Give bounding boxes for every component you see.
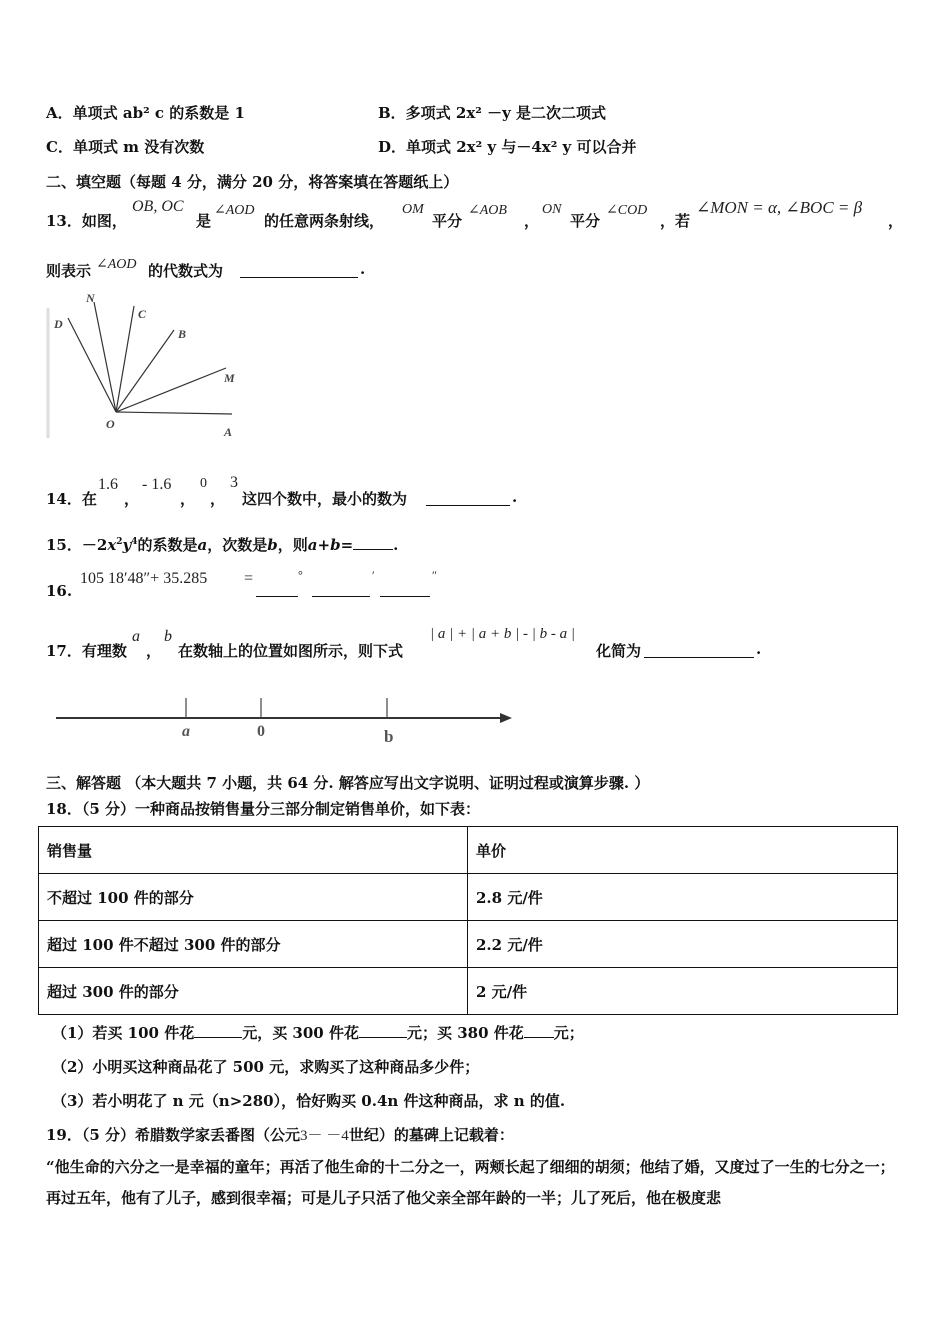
table-row xyxy=(39,921,898,968)
q13-line2d: . xyxy=(360,260,366,278)
q17-number-line xyxy=(54,692,518,750)
row1-range: 不超过 100 件的部分 xyxy=(39,874,468,921)
q18-part2: （2）小明买这种商品花了 500 元，求购买了这种商品多少件； xyxy=(52,1058,480,1076)
label-m: M xyxy=(224,371,235,385)
q13-t2: 的任意两条射线， xyxy=(264,212,385,230)
q16-minute-blank xyxy=(312,578,370,597)
label-b: b xyxy=(384,727,394,746)
q15-end: . xyxy=(393,536,399,554)
q15-eq: = xyxy=(340,536,354,554)
q15-b: b xyxy=(267,536,278,554)
q15-mid2: ，次数是 xyxy=(207,536,268,554)
q18-part1 xyxy=(52,1022,584,1043)
q18-stem: 18．（5 分）一种商品按销售量分三部分制定销售单价，如下表： xyxy=(46,800,481,818)
q19-stem xyxy=(46,1124,514,1145)
q15-mid3: ，则 xyxy=(277,536,308,554)
q13-angle-figure xyxy=(44,288,254,448)
q14-value-1: 1.6 xyxy=(98,476,118,493)
q15-xexp: 2 xyxy=(116,537,123,547)
q13-cod: ∠COD xyxy=(606,203,648,218)
label-a: a xyxy=(182,723,190,740)
q14-value-3: 0 xyxy=(200,476,207,491)
q16-num: 16. xyxy=(46,582,73,600)
header-sales-volume: 销售量 xyxy=(39,827,468,874)
q17-answer-blank xyxy=(644,640,754,658)
q14-tail: 这四个数中，最小的数为 xyxy=(242,490,408,508)
q18-p1c: 元；买 380 件花 xyxy=(406,1024,524,1042)
q14-num: 14．在 xyxy=(46,490,97,508)
label-n: N xyxy=(86,291,95,305)
table-header-row xyxy=(39,827,898,874)
q15 xyxy=(46,534,446,558)
q13-answer-blank xyxy=(240,260,358,278)
q15-yexp: 4 xyxy=(131,537,138,547)
q19-stem-b: 3－ －4 xyxy=(300,1128,349,1144)
q19-stem-a: 19．（5 分）希腊数学家丢番图（公元 xyxy=(46,1126,301,1144)
q12-option-d: D．单项式 2x² y 与－4x² y 可以合并 xyxy=(378,138,637,156)
table-row xyxy=(39,874,898,921)
q17-comma: ， xyxy=(146,642,162,660)
q16-sec: ″ xyxy=(432,568,437,582)
q19-stem-c: 世纪）的墓碑上记载着： xyxy=(348,1126,514,1144)
q17-end: . xyxy=(756,640,762,658)
label-a: A xyxy=(224,425,233,439)
q14-comma-3: ， xyxy=(210,490,226,508)
q12-option-c: C．单项式 m 没有次数 xyxy=(46,138,205,156)
q14-end: . xyxy=(512,488,518,506)
q16-expr: 105 18′48″+ 35.285 xyxy=(80,570,208,587)
q14 xyxy=(46,474,566,514)
q13-t5: 平分 xyxy=(570,212,601,230)
q13-t4: ， xyxy=(524,212,540,230)
table-row xyxy=(39,968,898,1015)
q15-neg: －2 xyxy=(81,536,108,554)
section2-title: 二、填空题（每题 4 分，满分 20 分，将答案填在答题纸上） xyxy=(46,173,459,191)
q16-deg: ° xyxy=(298,568,303,582)
q18-blank-3 xyxy=(524,1023,554,1038)
label-c: C xyxy=(138,307,147,321)
q14-answer-blank xyxy=(426,488,510,506)
section3-title: 三、解答题 （本大题共 7 小题，共 64 分. 解答应写出文字说明、证明过程或演算步骤. ） xyxy=(46,774,650,792)
q15-y: y xyxy=(122,536,132,554)
q15-pre: 15． xyxy=(46,536,82,554)
q18-blank-1 xyxy=(194,1023,242,1038)
row2-range: 超过 100 件不超过 300 件的部分 xyxy=(39,921,468,968)
axis-arrow xyxy=(500,713,512,723)
q12-option-a: A．单项式 ab² c 的系数是 1 xyxy=(46,104,245,122)
q18-part3: （3）若小明花了 n 元（n>280），恰好购买 0.4n 件这种商品，求 n 的值. xyxy=(52,1092,566,1110)
q16-second-blank xyxy=(380,578,430,597)
q13-line2c: 的代数式为 xyxy=(148,262,224,280)
label-b: B xyxy=(178,327,187,341)
q13-t7: ， xyxy=(888,212,904,230)
q13-t1: 是 xyxy=(196,212,212,230)
q17-a: a xyxy=(132,628,140,645)
q18-blank-2 xyxy=(359,1023,407,1038)
q18-p1d: 元； xyxy=(553,1024,584,1042)
q14-comma-1: ， xyxy=(124,490,140,508)
q13-condition: ∠MON = α, ∠BOC = β xyxy=(696,198,863,217)
q13-om: OM xyxy=(402,202,424,217)
q12-option-b: B．多项式 2x² －y 是二次二项式 xyxy=(378,104,607,122)
q13-line2a: 则表示 xyxy=(46,262,92,280)
q14-comma-2: ， xyxy=(180,490,196,508)
label-d: D xyxy=(54,317,63,331)
q14-value-4: 3 xyxy=(230,474,238,491)
row2-price: 2.2 元/件 xyxy=(468,921,898,968)
label-zero: 0 xyxy=(257,723,265,740)
row3-price: 2 元/件 xyxy=(468,968,898,1015)
label-o: O xyxy=(106,417,115,431)
q16 xyxy=(46,568,466,604)
q16-min: ′ xyxy=(372,568,375,582)
row3-range: 超过 300 件的部分 xyxy=(39,968,468,1015)
q17-num: 17．有理数 xyxy=(46,642,127,660)
q18-p1a: （1）若买 100 件花 xyxy=(52,1024,195,1042)
q14-value-2: - 1.6 xyxy=(142,476,172,493)
q17-t1: 在数轴上的位置如图所示，则下式 xyxy=(178,642,404,660)
header-unit-price: 单价 xyxy=(468,827,898,874)
q13-aod: ∠AOD xyxy=(214,203,255,218)
row1-price: 2.8 元/件 xyxy=(468,874,898,921)
q15-sum: a+b xyxy=(307,536,341,554)
q16-degree-blank xyxy=(256,578,298,597)
q17 xyxy=(46,626,776,666)
q13-t6: ，若 xyxy=(660,212,691,230)
q16-eq: = xyxy=(244,570,254,587)
q15-x: x xyxy=(107,536,117,554)
q17-expr: | a | + | a + b | - | b - a | xyxy=(430,626,575,642)
q17-t2: 化简为 xyxy=(596,642,642,660)
q15-mid1: 的系数是 xyxy=(137,536,198,554)
price-table xyxy=(38,826,898,1015)
q18-p1b: 元，买 300 件花 xyxy=(242,1024,359,1042)
q13-rays: OB, OC xyxy=(132,198,184,215)
q13-t3: 平分 xyxy=(432,212,463,230)
q13-line2b: ∠AOD xyxy=(96,257,137,272)
q13-aob: ∠AOB xyxy=(468,203,507,218)
q13-num: 13．如图， xyxy=(46,212,127,230)
q13-on: ON xyxy=(542,202,562,217)
q17-b: b xyxy=(164,628,172,645)
q19-body: “他生命的六分之一是幸福的童年；再活了他生命的十二分之一，两颊长起了细细的胡须；他结了婚，又度过了一生的七分之一；再过五年，他有了儿子，感到很幸福；可是儿子只活了他父亲全部年龄的一半；儿了死后，他在极度悲 xyxy=(46,1158,895,1207)
q15-a: a xyxy=(197,536,208,554)
q15-answer-blank xyxy=(353,535,393,550)
